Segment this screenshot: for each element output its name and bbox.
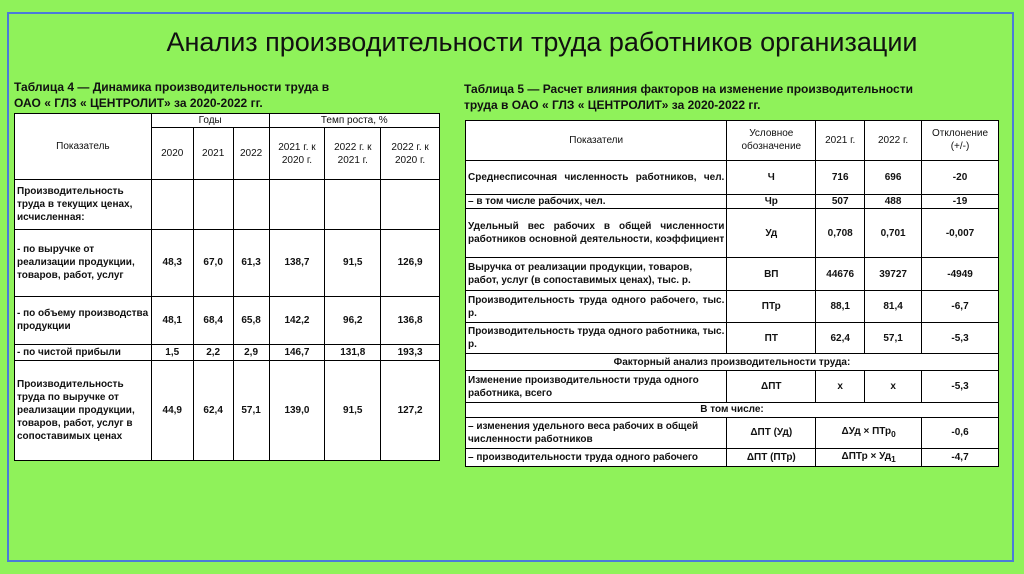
t5-row-label: Производительность труда одного работника, тыс. р.	[466, 322, 727, 354]
t4-cell: 91,5	[325, 230, 381, 296]
t5-cell: 81,4	[865, 291, 922, 323]
table4-caption	[14, 79, 434, 111]
t4-cell	[381, 180, 440, 230]
t4-cell	[193, 180, 233, 230]
t4-cell: 136,8	[381, 296, 440, 344]
table-row	[466, 371, 999, 403]
t4-cell: 139,0	[269, 360, 325, 460]
t5-row-label: – в том числе рабочих, чел.	[466, 194, 727, 209]
t4-cell: 68,4	[193, 296, 233, 344]
table5	[465, 120, 999, 467]
t5-symbol: ΔПТ (ПТр)	[727, 449, 816, 467]
t4-cell: 57,1	[233, 360, 269, 460]
t4-row-label: - по чистой прибыли	[15, 344, 152, 360]
t5-cell: х	[816, 371, 865, 403]
t5-cell: 488	[865, 194, 922, 209]
t5-cell: 39727	[865, 257, 922, 291]
t5-formula-text: ΔПТр × Уд	[841, 450, 892, 462]
t4-cell: 127,2	[381, 360, 440, 460]
t5-symbol: ПТ	[727, 322, 816, 354]
t4-header-g2: 2022 г. к 2021 г.	[325, 128, 381, 180]
t5-cell: 88,1	[816, 291, 865, 323]
table4	[14, 113, 440, 461]
t4-cell: 61,3	[233, 230, 269, 296]
table-row	[466, 449, 999, 467]
t4-cell	[325, 180, 381, 230]
t4-cell: 65,8	[233, 296, 269, 344]
table-row	[466, 322, 999, 354]
t4-cell: 62,4	[193, 360, 233, 460]
t5-formula	[816, 449, 922, 467]
t4-cell: 48,3	[151, 230, 193, 296]
table-row	[466, 354, 999, 371]
t4-cell: 2,9	[233, 344, 269, 360]
t4-cell: 131,8	[325, 344, 381, 360]
t4-cell: 44,9	[151, 360, 193, 460]
t5-cell: -4,7	[922, 449, 999, 467]
t4-cell: 1,5	[151, 344, 193, 360]
t5-symbol: ΔПТ (Уд)	[727, 417, 816, 449]
t4-header-2022: 2022	[233, 128, 269, 180]
t4-cell: 91,5	[325, 360, 381, 460]
table-row	[15, 296, 440, 344]
t5-symbol: ВП	[727, 257, 816, 291]
table-row	[15, 180, 440, 230]
t4-row-label: Производительность труда в текущих ценах, исчисленная:	[15, 180, 152, 230]
t5-row-label: – изменения удельного веса рабочих в общей численности работников	[466, 417, 727, 449]
t4-header-2021: 2021	[193, 128, 233, 180]
t5-cell: -4949	[922, 257, 999, 291]
slide-title: Анализ производительности труда работников организации	[166, 27, 918, 57]
t5-formula-sub: 1	[891, 453, 896, 464]
table-row	[466, 402, 999, 417]
table-row	[466, 194, 999, 209]
t5-row-label: Удельный вес рабочих в общей численности работников основной деятельности, коэффициент	[466, 209, 727, 257]
t4-row-label: - по выручке от реализации продукции, товаров, работ, услуг	[15, 230, 152, 296]
t5-factor-header: Факторный анализ производительности труда:	[466, 354, 999, 371]
t4-cell: 193,3	[381, 344, 440, 360]
t5-cell: х	[865, 371, 922, 403]
t4-header-indicator: Показатель	[15, 114, 152, 180]
table5-caption-line1: Таблица 5 — Расчет влияния факторов на изменение производительности	[464, 82, 913, 96]
t5-symbol: Чр	[727, 194, 816, 209]
t5-formula	[816, 417, 922, 449]
t5-cell: -5,3	[922, 371, 999, 403]
t4-cell: 67,0	[193, 230, 233, 296]
t5-symbol: ΔПТ	[727, 371, 816, 403]
t4-header-years: Годы	[151, 114, 269, 128]
t5-row-label: Выручка от реализации продукции, товаров, работ, услуг (в сопоставимых ценах), тыс. р.	[466, 257, 727, 291]
t5-header-2022: 2022 г.	[865, 121, 922, 161]
t5-row-label: Изменение производительности труда одного работника, всего	[466, 371, 727, 403]
t5-row-label: Среднесписочная численность работников, чел.	[466, 160, 727, 194]
t5-header-indicators: Показатели	[466, 121, 727, 161]
t5-cell: 716	[816, 160, 865, 194]
t4-cell: 146,7	[269, 344, 325, 360]
t4-cell: 96,2	[325, 296, 381, 344]
table-row	[466, 160, 999, 194]
t4-header-g1: 2021 г. к 2020 г.	[269, 128, 325, 180]
t5-formula-sub: 0	[891, 428, 896, 439]
t4-cell: 142,2	[269, 296, 325, 344]
t5-cell: -20	[922, 160, 999, 194]
t5-symbol: Уд	[727, 209, 816, 257]
t5-formula-text: ΔУд × ПТр	[841, 425, 892, 437]
t5-cell: -0,6	[922, 417, 999, 449]
t5-cell: 57,1	[865, 322, 922, 354]
t5-cell: -19	[922, 194, 999, 209]
t4-row-label: - по объему производства продукции	[15, 296, 152, 344]
table4-caption-line2: ОАО « ГЛЗ « ЦЕНТРОЛИТ» за 2020-2022 гг.	[14, 96, 263, 110]
table5-caption-line2: труда в ОАО « ГЛЗ « ЦЕНТРОЛИТ» за 2020-2022 гг.	[464, 98, 761, 112]
t4-header-g3: 2022 г. к 2020 г.	[381, 128, 440, 180]
t4-cell: 138,7	[269, 230, 325, 296]
table-row	[466, 291, 999, 323]
table-row	[15, 230, 440, 296]
table4-caption-line1: Таблица 4 — Динамика производительности труда в	[14, 80, 330, 94]
t5-header-symbol: Условное обозначение	[727, 121, 816, 161]
t4-header-2020: 2020	[151, 128, 193, 180]
t4-cell	[233, 180, 269, 230]
t5-header-2021: 2021 г.	[816, 121, 865, 161]
table-row	[466, 417, 999, 449]
t4-header-growth: Темп роста, %	[269, 114, 439, 128]
t4-cell: 48,1	[151, 296, 193, 344]
table-row	[466, 257, 999, 291]
t5-cell: -5,3	[922, 322, 999, 354]
t4-cell	[269, 180, 325, 230]
t5-symbol: ПТр	[727, 291, 816, 323]
t5-cell: -6,7	[922, 291, 999, 323]
t5-cell: 62,4	[816, 322, 865, 354]
table-row	[466, 209, 999, 257]
t5-row-label: Производительность труда одного рабочего, тыс. р.	[466, 291, 727, 323]
table-row	[15, 344, 440, 360]
t4-cell: 126,9	[381, 230, 440, 296]
t5-cell: 44676	[816, 257, 865, 291]
t5-cell: 696	[865, 160, 922, 194]
t5-incl-header: В том числе:	[466, 402, 999, 417]
table-row	[15, 360, 440, 460]
t5-cell: -0,007	[922, 209, 999, 257]
t4-row-label: Производительность труда по выручке от реализации продукции, товаров, работ, услуг в сопоставимых ценах	[15, 360, 152, 460]
t4-cell	[151, 180, 193, 230]
t5-row-label: – производительности труда одного рабочего	[466, 449, 727, 467]
t5-cell: 507	[816, 194, 865, 209]
t5-cell: 0,708	[816, 209, 865, 257]
t5-header-deviation: Отклонение (+/-)	[922, 121, 999, 161]
t5-cell: 0,701	[865, 209, 922, 257]
t5-symbol: Ч	[727, 160, 816, 194]
table5-caption	[464, 81, 1004, 113]
t4-cell: 2,2	[193, 344, 233, 360]
